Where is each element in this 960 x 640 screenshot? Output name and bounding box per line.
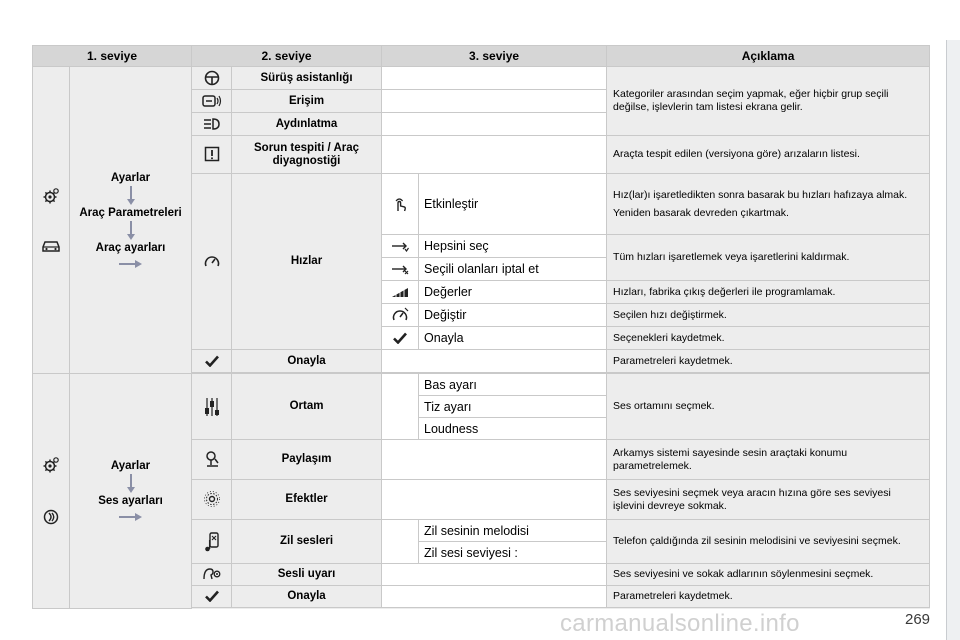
check-icon [205,355,219,367]
menu-item-diagnostics[interactable]: Sorun tespiti / Araç diyagnostiği [232,136,382,174]
option-change[interactable]: Değiştir [419,304,607,327]
page-edge-line [946,40,947,640]
menu-item-lighting[interactable]: Aydınlatma [232,113,382,136]
option-bass[interactable]: Bas ayarı [419,374,607,396]
ringtone-icon [204,531,220,553]
option-loudness[interactable]: Loudness [419,418,607,440]
desc-activate: Hız(lar)ı işaretledikten sonra basarak bu hızları hafızaya almak. Yeniden basarak devreden çıkartmak. [607,174,930,235]
option-ring-volume[interactable]: Zil sesi seviyesi : [419,542,607,564]
deselect-icon [391,263,409,275]
group2-menu-path [70,374,192,609]
option-select-all[interactable]: Hepsini seç [419,235,607,258]
header-level-1: 1. seviye [33,46,192,67]
steering-wheel-icon-cell [192,67,232,90]
arrow-down-icon [126,221,136,241]
menu-item-effects[interactable]: Efektler [232,480,382,520]
chain-vehicle-parameters: Araç Parametreleri [79,206,182,219]
settings-gear-icon [42,456,60,474]
chain-vehicle-settings: Araç ayarları [95,241,166,254]
header-description: Açıklama [607,46,930,67]
page-number: 269 [905,611,931,628]
page-edge-shade [946,40,960,640]
menu-item-driving-assist[interactable]: Sürüş asistanlığı [232,67,382,90]
access-key-icon [202,94,222,108]
option-deselect[interactable]: Seçili olanları iptal et [419,258,607,281]
menu-item-confirm-audio[interactable]: Onayla [232,586,382,608]
desc-confirm-audio: Parametreleri kaydetmek. [607,586,930,608]
menu-item-confirm-vehicle[interactable]: Onayla [232,350,382,373]
menu-item-speeds[interactable]: Hızlar [232,174,382,350]
option-confirm-speeds[interactable]: Onayla [419,327,607,350]
touch-hand-icon [391,195,409,213]
speedometer-icon [204,254,220,268]
desc-values: Hızları, fabrika çıkış değerleri ile programlamak. [607,281,930,304]
menu-item-sharing[interactable]: Paylaşım [232,440,382,480]
desc-effects: Ses seviyesini seçmek veya aracın hızına göre ses seviyesi işlevini devreye sokmak. [607,480,930,520]
chain-settings: Ayarlar [110,459,151,472]
option-ring-melody[interactable]: Zil sesinin melodisi [419,520,607,542]
desc-categories: Kategoriler arasından seçim yapmak, eğer hiçbir grup seçili değilse, işlevlerin tam listesi ekrana gelir. [607,67,930,136]
audio-settings-icon [43,508,59,526]
headlight-icon [203,117,221,131]
signal-bars-icon [391,286,409,298]
menu-item-ringtones[interactable]: Zil sesleri [232,520,382,564]
select-all-icon [391,240,409,252]
diagnostics-icon [204,146,220,162]
group2-level1-icons [33,374,70,609]
desc-sharing: Arkamys sistemi sayesinde sesin araçtaki konumu parametrelemek. [607,440,930,480]
check-icon [393,332,407,344]
desc-ambience: Ses ortamını seçmek. [607,374,930,440]
option-treble[interactable]: Tiz ayarı [419,396,607,418]
car-icon [41,239,61,253]
voice-alert-icon [202,567,222,581]
arrow-down-icon [126,186,136,206]
desc-confirm-vehicle: Parametreleri kaydetmek. [607,350,930,373]
desc-voice-alert: Ses seviyesini ve sokak adlarının söylenmesini seçmek. [607,564,930,586]
group1-level1-icons [33,67,70,374]
speed-edit-icon [391,307,409,323]
header-level-3: 3. seviye [382,46,607,67]
desc-ringtones: Telefon çaldığında zil sesinin melodisini ve seviyesini seçmek. [607,520,930,564]
arrow-right-icon [119,259,143,269]
empty-level3 [382,67,607,90]
chain-settings: Ayarlar [110,171,151,184]
effects-icon [203,491,221,507]
desc-diagnostics: Araçta tespit edilen (versiyona göre) arızaların listesi. [607,136,930,174]
desc-select-all: Tüm hızları işaretlemek veya işaretlerini kaldırmak. [607,235,930,281]
option-values[interactable]: Değerler [419,281,607,304]
group1-menu-path [70,67,192,374]
header-level-2: 2. seviye [192,46,382,67]
menu-item-ambience[interactable]: Ortam [232,374,382,440]
arrow-right-icon [119,512,143,522]
settings-gear-icon [42,187,60,205]
menu-item-voice-alert[interactable]: Sesli uyarı [232,564,382,586]
menu-item-access[interactable]: Erişim [232,90,382,113]
watermark: carmanualsonline.info [560,610,800,637]
equalizer-icon [204,396,220,418]
sound-sharing-icon [204,450,220,468]
option-activate[interactable]: Etkinleştir [419,174,607,235]
desc-change: Seçilen hızı değiştirmek. [607,304,930,327]
desc-confirm-speeds: Seçenekleri kaydetmek. [607,327,930,350]
chain-audio-settings: Ses ayarları [98,494,163,507]
arrow-down-icon [126,474,136,494]
steering-wheel-icon [204,70,220,86]
check-icon [205,590,219,602]
settings-menu-table [32,45,930,609]
